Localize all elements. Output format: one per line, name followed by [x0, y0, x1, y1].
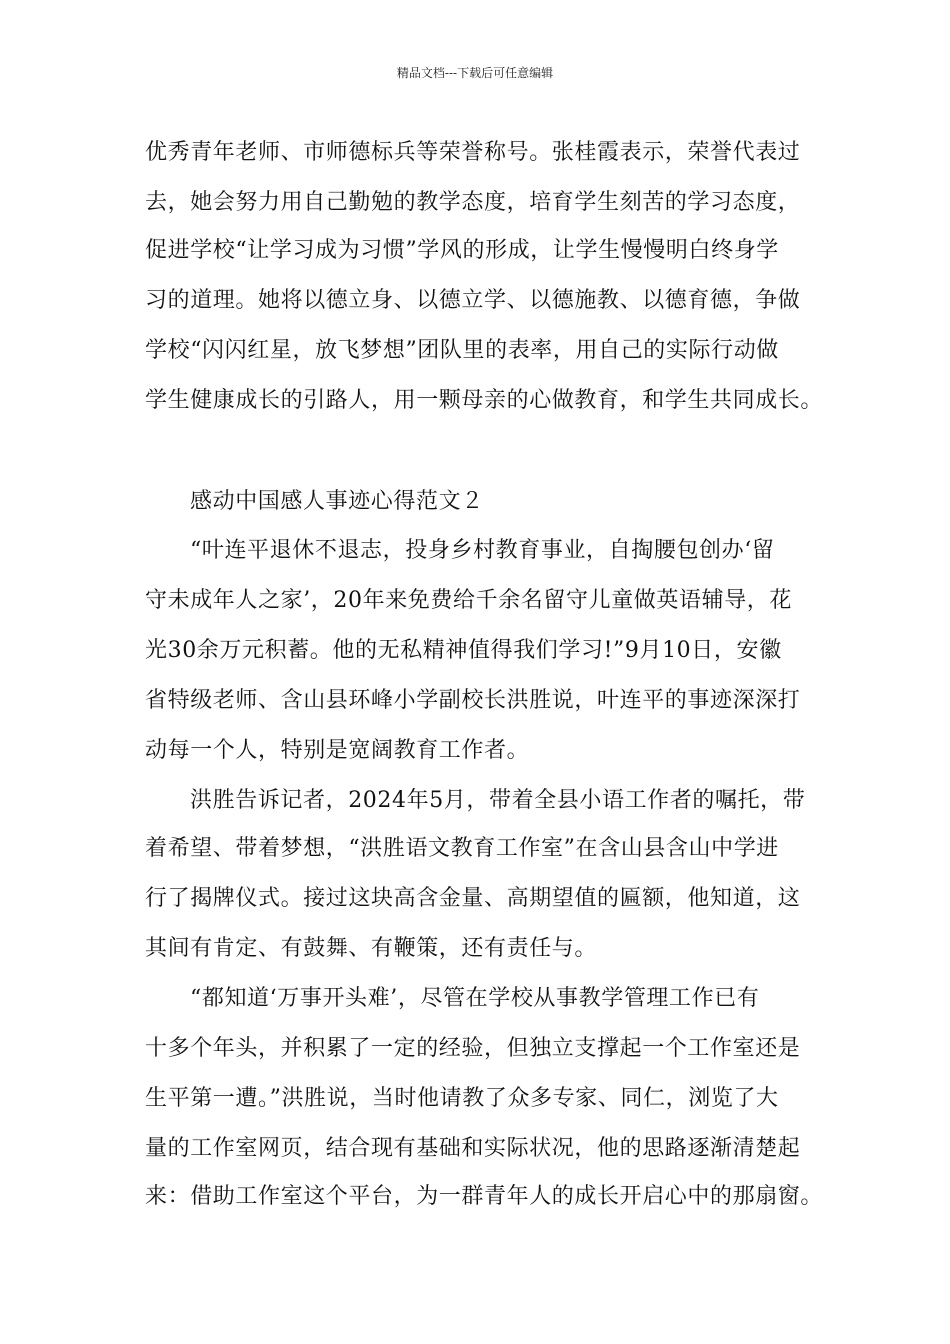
body-line: 光30余万元积蓄。他的无私精神值得我们学习!”9月10日，安徽	[145, 638, 782, 663]
body-line: 去，她会努力用自己勤勉的教学态度，培育学生刻苦的学习态度，	[145, 190, 801, 215]
section-heading: 感动中国感人事迹心得范文２	[190, 489, 484, 514]
body-line: “都知道‘万事开头难’，尽管在学校从事教学管理工作已有	[190, 986, 760, 1011]
body-line: 十多个年头，并积累了一定的经验，但独立支撑起一个工作室还是	[145, 1036, 801, 1061]
body-line: 着希望、带着梦想，“洪胜语文教育工作室”在含山县含山中学进	[145, 836, 779, 861]
body-line: 行了揭牌仪式。接过这块高含金量、高期望值的匾额，他知道，这	[145, 886, 801, 911]
body-line: 其间有肯定、有鼓舞、有鞭策，还有责任与。	[145, 936, 598, 961]
body-line: 学校“闪闪红星，放飞梦想”团队里的表率，用自己的实际行动做	[145, 338, 779, 363]
body-line: “叶连平退休不退志，投身乡村教育事业，自掏腰包创办‘留	[190, 538, 775, 563]
body-line: 省特级老师、含山县环峰小学副校长洪胜说，叶连平的事迹深深打	[145, 688, 801, 713]
body-line: 守未成年人之家’，20年来免费给千余名留守儿童做英语辅导，花	[145, 588, 792, 613]
body-line: 习的道理。她将以德立身、以德立学、以德施教、以德育德，争做	[145, 288, 801, 313]
body-line: 促进学校“让学习成为习惯”学风的形成，让学生慢慢明白终身学	[145, 238, 779, 263]
body-line: 学生健康成长的引路人，用一颗母亲的心做教育，和学生共同成长。	[145, 388, 824, 413]
body-line: 生平第一遭。”洪胜说，当时他请教了众多专家、同仁，浏览了大	[145, 1086, 779, 1111]
body-line: 量的工作室网页，结合现有基础和实际状况，他的思路逐渐清楚起	[145, 1136, 801, 1161]
page-header: 精品文档---下载后可任意编辑	[396, 66, 554, 80]
body-line: 来：借助工作室这个平台，为一群青年人的成长开启心中的那扇窗。	[145, 1184, 824, 1209]
body-line: 优秀青年老师、市师德标兵等荣誉称号。张桂霞表示，荣誉代表过	[145, 140, 801, 165]
body-line: 动每一个人，特别是宽阔教育工作者。	[145, 738, 530, 763]
body-line: 洪胜告诉记者，2024年5月，带着全县小语工作者的嘱托，带	[190, 788, 806, 813]
